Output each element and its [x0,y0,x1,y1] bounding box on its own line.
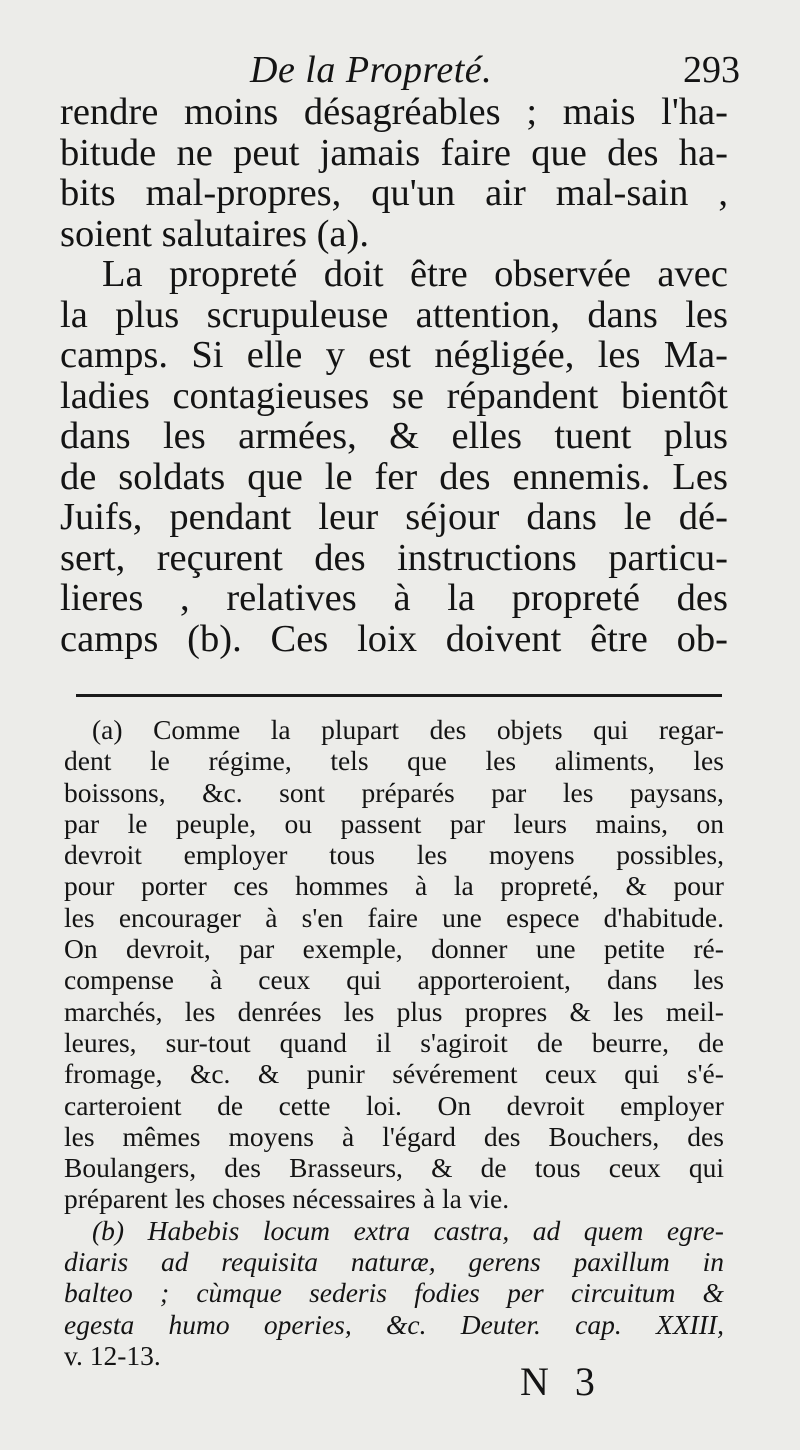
text-line: de soldats que le fer des ennemis. Les [60,455,728,498]
footnote-line: (a) Comme la plupart des objets qui regar- [92,714,724,745]
main-text [60,92,728,659]
footnote-line: devroit employer tous les moyens possibles, [64,839,724,871]
page-header [60,44,740,94]
footnotes [64,714,724,1371]
footnote-line: fromage, &c. & punir sévérement ceux qui s'é- [64,1058,724,1090]
text-line: camps (b). Ces loix doivent être ob- [60,617,728,660]
footnote-line: On devroit, par exemple, donner une petite ré- [64,933,724,965]
text-line: camps. Si elle y est négligée, les Ma- [60,334,728,376]
page-number: 293 [683,49,740,91]
text-line: sert, reçurent des instructions particu- [60,536,728,579]
footnote-line: v. 12-13. [64,1339,161,1371]
footnote-line: boissons, &c. sont préparés par les paysans, [64,776,724,808]
footnote-line: carteroient de cette loi. On devroit employer [64,1089,724,1121]
footnote-line: marchés, les denrées les plus propres & les meil- [64,995,724,1027]
footnote-separator-rule [76,694,722,697]
footnote-line: Boulangers, des Brasseurs, & de tous ceux qui [64,1152,724,1184]
text-line: soient salutaires (a). [60,212,369,255]
footnote-line: dent le régime, tels que les aliments, les [64,745,724,777]
footnote-line: par le peuple, ou passent par leurs mains, on [64,807,724,839]
text-line: rendre moins désagréables ; mais l'ha- [60,91,728,133]
footnote-line-latin: balteo ; cùmque sederis fodies per circuitum & [64,1277,724,1309]
text-line: lieres , relatives à la propreté des [60,577,728,619]
footnote-line: les encourager à s'en faire une espece d'habitude. [64,901,724,933]
footnote-line: leures, sur-tout quand il s'agiroit de beurre, de [64,1026,724,1058]
footnote-line: pour porter ces hommes à la propreté, & pour [64,870,724,902]
footnote-line-latin: diaris ad requisita naturæ, gerens paxillum in [64,1246,724,1278]
footnote-line-latin: egesta humo operies, &c. Deuter. cap. XXIII, [64,1308,724,1340]
text-line: Juifs, pendant leur séjour dans le dé- [60,496,728,538]
footnote-line-latin: (b) Habebis locum extra castra, ad quem egre- [92,1214,724,1246]
text-line: dans les armées, & elles tuent plus [60,415,728,457]
text-line: bits mal-propres, qu'un air mal-sain , [60,172,728,214]
signature-mark: N 3 [520,1359,603,1404]
footnote-line: compense à ceux qui apporteroient, dans les [64,964,724,996]
footnote-line: préparent les choses nécessaires à la vie. [64,1183,510,1215]
footnote-line: les mêmes moyens à l'égard des Bouchers, des [64,1120,724,1152]
text-line: La propreté doit être observée avec [102,253,728,295]
running-title: De la Propreté. [250,49,493,91]
text-line: la plus scrupuleuse attention, dans les [60,293,728,336]
text-line: ladies contagieuses se répandent bientôt [60,374,728,417]
text-line: bitude ne peut jamais faire que des ha- [60,131,728,174]
